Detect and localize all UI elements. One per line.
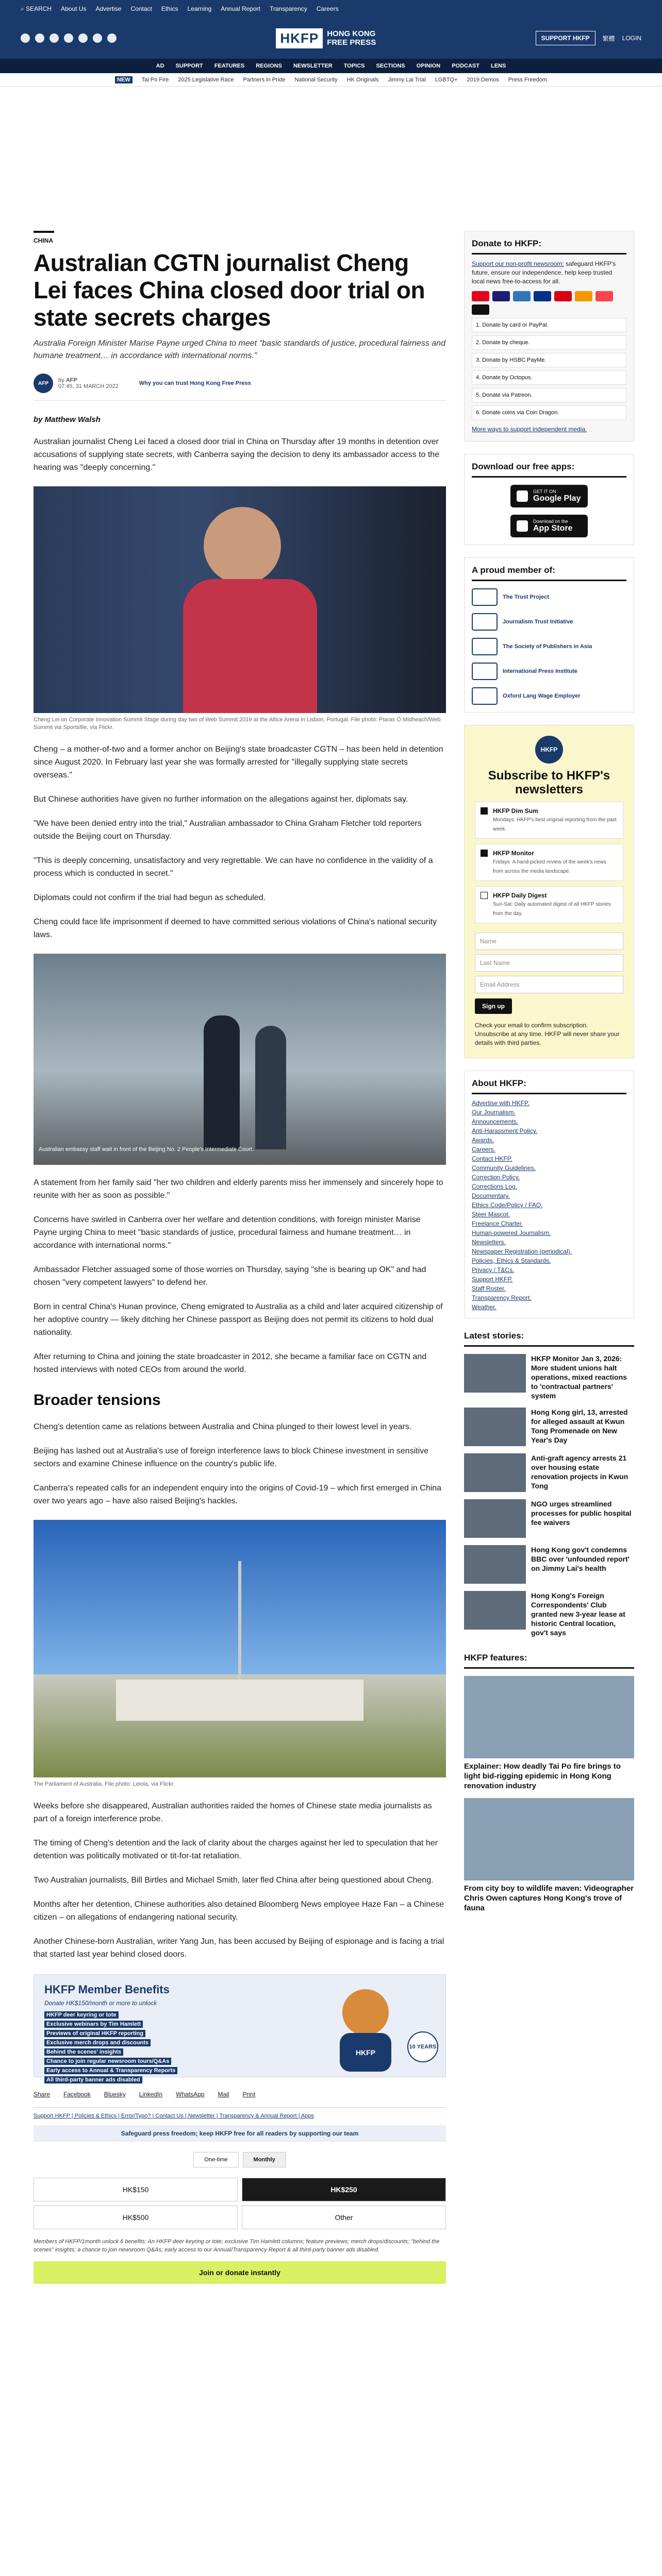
about-link[interactable]: About Us — [61, 5, 87, 12]
publish-date: 07:45, 31 MARCH 2022 — [58, 383, 119, 389]
member-logo — [472, 663, 498, 680]
promo-title: HKFP Member Benefits — [44, 1983, 170, 1996]
more-support-link[interactable]: More ways to support independent media. — [472, 426, 587, 433]
new-badge: NEW — [115, 76, 133, 83]
member-heading: A proud member of: — [472, 565, 626, 581]
feature-thumbnail — [464, 1676, 634, 1758]
share-link[interactable]: WhatsApp — [176, 2091, 205, 2098]
transparency-link[interactable]: Transparency — [269, 5, 307, 12]
paragraph: Born in central China's Hunan province, Cheng emigrated to Australia as a child and later acquired citizenship of her adoptive country — likely ditching her Chinese passport as Beijing does not permit its citizens to hold dual nationality. — [34, 1302, 443, 1337]
donation-amounts — [34, 2178, 446, 2229]
about-link[interactable]: Correction Policy. — [472, 1174, 520, 1181]
member-name: International Press Institute — [503, 668, 577, 674]
article — [34, 231, 446, 2284]
story-title[interactable]: NGO urges streamlined processes for public hospital fee waivers — [531, 1500, 632, 1527]
subnav-item[interactable]: HK Originals — [346, 76, 379, 83]
nav-item[interactable]: REGIONS — [256, 63, 282, 69]
nav-item[interactable]: AD — [156, 63, 164, 69]
paragraph: Two Australian journalists, Bill Birtles and Michael Smith, later fled China after being questioned about Cheng. — [34, 1876, 434, 1885]
checkbox[interactable] — [481, 807, 488, 815]
checkbox[interactable] — [481, 850, 488, 857]
annual-report-link[interactable]: Annual Report — [221, 5, 260, 12]
paragraph: But Chinese authorities have given no further information on the allegations against her, diplomats say. — [34, 795, 408, 804]
about-link[interactable]: Documentary. — [472, 1192, 510, 1199]
mastercard-icon — [472, 291, 489, 301]
amount-option[interactable]: HK$500 — [34, 2206, 238, 2229]
about-link[interactable]: Announcements. — [472, 1118, 519, 1125]
about-link[interactable]: Awards. — [472, 1137, 494, 1144]
about-link[interactable]: Human-powered Journalism. — [472, 1229, 551, 1236]
support-button[interactable]: SUPPORT HKFP — [536, 31, 595, 45]
name-input[interactable]: Name — [475, 933, 623, 950]
about-link[interactable]: Anti-Harassment Policy. — [472, 1127, 538, 1134]
story-title[interactable]: Hong Kong gov't condemns BBC over 'unfounded report' on Jimmy Lai's health — [531, 1546, 630, 1572]
last-name-input[interactable]: Last Name — [475, 954, 623, 972]
about-link[interactable]: Corrections Log. — [472, 1183, 518, 1190]
subnav-item[interactable]: 2025 Legislative Race — [178, 76, 234, 83]
paragraph: A statement from her family said "her two children and elderly parents miss her immensely and sincerely hope to reunite with her as soon as possible." — [34, 1178, 443, 1200]
photo-caption: Cheng Lei on Corporate Innovation Summit Stage during day two of Web Summit 2019 at the Altice Arena in Lisbon, Portugal. File photo: Piaras Ó Mídheach/Web Summit via Sportsfile, via Flickr. — [34, 717, 441, 731]
story-title[interactable]: Anti-graft agency arrests 21 over housing estate renovation projects in Kwun Tong — [531, 1454, 628, 1490]
donate-option[interactable]: 4. Donate by Octopus. — [472, 370, 626, 385]
benefit-item: Exclusive merch drops and discounts — [44, 2039, 151, 2046]
member-org[interactable] — [472, 613, 626, 631]
linkedin-icon[interactable] — [93, 33, 102, 43]
paragraph: Australian journalist Cheng Lei faced a closed door trial in China on Thursday after 19 months in detention over accusations of supplying state secrets, with Canberra saying the decision to deny its ambassador access to the hearing was "deeply concerning." — [34, 437, 440, 472]
about-link[interactable]: Newsletters. — [472, 1239, 506, 1246]
paragraph: "We have been denied entry into the trial," Australian ambassador to China Graham Fletcher told reporters outside the Beijing court on Thursday. — [34, 819, 422, 841]
search-icon: ⌕ — [21, 5, 24, 12]
share-link[interactable]: Facebook — [63, 2091, 91, 2098]
paragraph: Concerns have swirled in Canberra over her welfare and detention conditions, with foreign minister Marise Payne urging China to meet "basic standards of justice, procedural fairness and humane treatment… in accordance with international norms." — [34, 1215, 421, 1250]
donate-option[interactable]: 2. Donate by cheque. — [472, 335, 626, 350]
threads-icon[interactable] — [64, 33, 73, 43]
apps-heading: Download our free apps: — [472, 462, 626, 478]
paragraph: Beijing has lashed out at Australia's use of foreign interference laws to block Chinese investment in sensitive sectors and examine Chinese influence on the country's public life. — [34, 1447, 429, 1468]
nav-item[interactable]: NEWSLETTER — [293, 63, 333, 69]
features-box — [464, 1653, 634, 1913]
about-link[interactable]: Careers. — [472, 1146, 496, 1153]
story-thumbnail — [464, 1408, 526, 1446]
youtube-icon[interactable] — [78, 33, 88, 43]
join-button[interactable]: Join or donate instantly — [34, 2261, 446, 2284]
learning-link[interactable]: Learning — [187, 5, 212, 12]
signup-note: Check your email to confirm subscription. Unsubscribe at any time. HKFP will never share your details with third parties. — [475, 1022, 620, 1046]
members-box — [464, 557, 634, 713]
latest-stories — [464, 1331, 634, 1637]
photo-caption: The Parliament of Australia. File photo: Leiola, via Flickr. — [34, 1781, 175, 1787]
main-nav — [0, 59, 662, 73]
subnav-item[interactable]: Tai Po Fire — [141, 76, 169, 83]
tab-monthly[interactable]: Monthly — [243, 2152, 286, 2167]
bluesky-icon[interactable] — [107, 33, 117, 43]
about-link[interactable]: Contact HKFP. — [472, 1155, 512, 1162]
feature-story[interactable] — [464, 1676, 634, 1791]
payme-icon — [554, 291, 572, 301]
article-meta: AFP by AFP 07:45, 31 MARCH 2022 Why you can trust Hong Kong Free Press — [34, 374, 446, 401]
deer-shirt-text: HKFP — [340, 2033, 391, 2072]
article-lead: Australia Foreign Minister Marise Payne urged China to meet "basic standards of justice, procedural fairness and humane treatment… in accordance with international norms." — [34, 339, 445, 360]
member-org[interactable] — [472, 638, 626, 655]
trust-link[interactable]: Why you can trust Hong Kong Free Press — [139, 380, 251, 386]
visa-icon — [492, 291, 510, 301]
newsletter-heading: Subscribe to HKFP's newsletters — [488, 769, 610, 796]
benefit-item: Exclusive webinars by Tim Hamlett — [44, 2021, 143, 2028]
paragraph: "This is deeply concerning, unsatisfactory and very regrettable. We can have no confidence in the validity of a process which is conducted in secret." — [34, 856, 433, 878]
google-play-button[interactable]: GET IT ON Google Play — [510, 485, 588, 507]
deer-mascot — [327, 1984, 404, 2072]
login-link[interactable]: LOGIN — [622, 35, 641, 42]
paragraph: Ambassador Fletcher assuaged some of those worries on Thursday, saying "she is bearing up OK" and had chosen "very competent lawyers" to defend her. — [34, 1265, 426, 1287]
share-link[interactable]: Share — [34, 2091, 51, 2098]
share-link[interactable]: LinkedIn — [139, 2091, 163, 2098]
latest-story[interactable] — [464, 1453, 634, 1492]
ten-years-badge: 10 YEARS — [407, 2031, 438, 2062]
cheng-lei-photo — [34, 486, 446, 713]
paragraph: Cheng could face life imprisonment if deemed to have committed serious violations of China's national security laws. — [34, 918, 437, 939]
benefit-item: All third-party banner ads disabled — [44, 2076, 142, 2083]
language-link[interactable]: 繁體 — [602, 35, 615, 42]
newsletter-option[interactable]: HKFP Monitor Fridays: A hand-picked review of the week's news from across the media landscape. — [475, 844, 623, 881]
member-benefits-banner[interactable] — [34, 1974, 446, 2083]
about-link[interactable]: Weather. — [472, 1303, 496, 1311]
benefit-item: Previews of original HKFP reporting — [44, 2030, 145, 2037]
promo-desc: Donate HK$150/month or more to unlock — [44, 1999, 157, 2007]
about-link[interactable]: Privacy / T&Cs. — [472, 1266, 515, 1274]
member-name: Oxford Lang Wage Employer — [503, 693, 581, 699]
about-link[interactable]: Staff Roster. — [472, 1285, 506, 1292]
subnav-item[interactable]: Press Freedom — [508, 76, 547, 83]
logo-text-2: FREE PRESS — [327, 38, 376, 47]
story-thumbnail — [464, 1545, 526, 1584]
donate-option[interactable]: 5. Donate via Patreon. — [472, 388, 626, 402]
signup-button[interactable]: Sign up — [475, 998, 512, 1014]
newsletter-box — [464, 725, 634, 1058]
about-link[interactable]: Steer Mascot. — [472, 1211, 510, 1218]
amount-option[interactable]: HK$150 — [34, 2178, 238, 2201]
share-link[interactable]: Print — [242, 2091, 256, 2098]
amount-option-selected[interactable]: HK$250 — [242, 2178, 446, 2201]
ethics-link[interactable]: Ethics — [161, 5, 178, 12]
amount-option-other[interactable]: Other — [242, 2206, 446, 2229]
byline: by Matthew Walsh — [34, 415, 101, 424]
story-thumbnail — [464, 1591, 526, 1630]
latest-story[interactable] — [464, 1408, 634, 1446]
story-thumbnail — [464, 1453, 526, 1492]
latest-story[interactable] — [464, 1545, 634, 1584]
category-label[interactable]: CHINA — [34, 231, 54, 244]
about-link[interactable]: Community Guidelines. — [472, 1164, 536, 1172]
latest-story[interactable] — [464, 1499, 634, 1538]
x-icon[interactable] — [35, 33, 44, 43]
member-name: The Society of Publishers in Asia — [503, 643, 592, 650]
donate-option[interactable]: 1. Donate by card or PayPal. — [472, 318, 626, 332]
paragraph: Canberra's repeated calls for an independent enquiry into the origins of Covid-19 – which first emerged in China over two years ago – have also raised Beijing's hackles. — [34, 1484, 442, 1505]
about-link[interactable]: Transparency Report. — [472, 1294, 532, 1301]
benefit-item: Chance to join regular newsroom tours/Q&As — [44, 2058, 171, 2065]
promo-benefit — [44, 2077, 435, 2083]
section-heading: Broader tensions — [34, 1392, 161, 1409]
nav-item[interactable]: FEATURES — [214, 63, 245, 69]
feature-story[interactable] — [464, 1798, 634, 1913]
feature-title[interactable]: Explainer: How deadly Tai Po fire brings to light bid-rigging epidemic in Hong Kong renovation industry — [464, 1762, 621, 1790]
logo-text-1: HONG KONG — [327, 29, 376, 38]
footer-links[interactable]: Support HKFP | Policies & Ethics | Error/Typo? | Contact Us | Newsletter | Transparency & Annual Report | Apps — [34, 2107, 446, 2119]
donate-option[interactable]: 6. Donate coins via Coin Dragon. — [472, 405, 626, 420]
story-thumbnail — [464, 1354, 526, 1393]
newsletter-option[interactable]: HKFP Dim Sum Mondays: HKFP's best original reporting from the past week. — [475, 802, 623, 839]
about-link[interactable]: Support HKFP. — [472, 1276, 513, 1283]
author-name[interactable]: AFP — [65, 377, 77, 383]
latest-story[interactable] — [464, 1591, 634, 1637]
member-org[interactable] — [472, 588, 626, 606]
subnav-item[interactable]: Jimmy Lai Trial — [388, 76, 426, 83]
donation-frequency-tabs — [34, 2152, 446, 2167]
tab-one-time[interactable]: One-time — [193, 2152, 238, 2167]
octopus-icon — [575, 291, 592, 301]
sidebar — [464, 231, 634, 1913]
member-org[interactable] — [472, 663, 626, 680]
sub-nav — [0, 73, 662, 87]
member-logo — [472, 588, 498, 606]
apps-box — [464, 454, 634, 545]
search-link[interactable]: ⌕ SEARCH — [21, 5, 52, 12]
social-links — [21, 33, 117, 43]
guarantee-banner: Safeguard press freedom; keep HKFP free for all readers by supporting our team — [34, 2125, 446, 2142]
checkbox[interactable] — [481, 892, 488, 899]
subnav-item[interactable]: National Security — [294, 76, 338, 83]
share-link[interactable]: Bluesky — [104, 2091, 126, 2098]
article-title: Australian CGTN journalist Cheng Lei faces China closed door trial on state secrets charges — [34, 249, 425, 331]
nav-item[interactable]: LENS — [490, 63, 506, 69]
app-store-button[interactable]: Download on the App Store — [510, 515, 588, 537]
about-link[interactable]: Policies, Ethics & Standards. — [472, 1257, 551, 1264]
member-logo — [472, 638, 498, 655]
about-link[interactable]: Freelance Charter. — [472, 1220, 523, 1227]
paragraph: Weeks before she disappeared, Australian authorities raided the homes of Chinese state media journalists as part of a foreign interference probe. — [34, 1802, 432, 1823]
about-box — [464, 1071, 634, 1318]
photo-overlay-caption: Australian embassy staff wait in front of the Beijing No. 2 People's Intermediate Court. — [39, 1146, 254, 1153]
share-link[interactable]: Mail — [218, 2091, 229, 2098]
benefit-item: Behind the scenes' insights — [44, 2048, 123, 2056]
story-title[interactable]: Hong Kong girl, 13, arrested for alleged assault at Kwun Tong Promenade on New Year's Day — [531, 1408, 628, 1444]
donate-text-link[interactable]: Support our non-profit newsroom: — [472, 260, 564, 267]
applepay-icon — [472, 304, 489, 315]
nav-item[interactable]: OPINION — [416, 63, 441, 69]
nav-item[interactable]: PODCAST — [452, 63, 479, 69]
story-title[interactable]: HKFP Monitor Jan 3, 2026: More student unions halt operations, mixed reactions to 'contractual partners' system — [531, 1354, 627, 1400]
share-bar — [34, 2091, 446, 2098]
court-photo — [34, 954, 446, 1165]
features-heading: HKFP features: — [464, 1653, 634, 1669]
advertise-link[interactable]: Advertise — [95, 5, 122, 12]
latest-heading: Latest stories: — [464, 1331, 634, 1347]
feature-title[interactable]: From city boy to wildlife maven: Videographer Chris Owen captures Hong Kong's trove of fauna — [464, 1884, 634, 1912]
latest-story[interactable] — [464, 1354, 634, 1400]
member-name: The Trust Project — [503, 594, 549, 600]
about-link[interactable]: Advertise with HKFP. — [472, 1099, 529, 1107]
about-link[interactable]: Our Journalism. — [472, 1109, 516, 1116]
about-heading: About HKFP: — [472, 1078, 626, 1094]
donate-heading: Donate to HKFP: — [472, 239, 626, 255]
nav-item[interactable]: SECTIONS — [376, 63, 405, 69]
careers-link[interactable]: Careers — [316, 5, 339, 12]
instagram-icon[interactable] — [49, 33, 59, 43]
subnav-item[interactable]: Partners in Pride — [243, 76, 286, 83]
paragraph: Cheng – a mother-of-two and a former anchor on Beijing's state broadcaster CGTN – has been held in detention since August 2020. In February last year she was formally arrested for "illegally supplying state secrets overseas." — [34, 745, 443, 779]
about-link[interactable]: Newspaper Registration (periodical). — [472, 1248, 572, 1255]
contact-link[interactable]: Contact — [130, 5, 152, 12]
payment-icons — [472, 291, 626, 315]
story-thumbnail — [464, 1499, 526, 1538]
subnav-item[interactable]: LGBTQ+ — [435, 76, 458, 83]
member-logo — [472, 613, 498, 631]
masthead — [0, 18, 662, 59]
email-input[interactable]: Email Address — [475, 976, 623, 993]
amex-icon — [513, 291, 531, 301]
member-logo — [472, 687, 498, 705]
paragraph: Another Chinese-born Australian, writer Yang Jun, has been accused by Beijing of espionage and is facing a trial that started last year behind closed doors. — [34, 1937, 444, 1959]
facebook-icon[interactable] — [21, 33, 30, 43]
paragraph: Diplomats could not confirm if the trial had begun as scheduled. — [34, 893, 266, 902]
about-link[interactable]: Ethics Code/Policy / FAQ. — [472, 1201, 543, 1209]
paragraph: The timing of Cheng's detention and the lack of clarity about the charges against her led to speculation that her detention was politically motivated or tit-for-tat retaliation. — [34, 1839, 438, 1860]
story-title[interactable]: Hong Kong's Foreign Correspondents' Club granted new 3-year lease at historic Central location, gov't says — [531, 1591, 625, 1637]
feature-thumbnail — [464, 1798, 634, 1880]
author-avatar: AFP — [34, 374, 53, 393]
nav-item[interactable]: SUPPORT — [175, 63, 203, 69]
donate-option[interactable]: 3. Donate by HSBC PayMe. — [472, 353, 626, 367]
benefit-item: Early access to Annual & Transparency Reports — [44, 2067, 177, 2074]
member-name: Journalism Trust Initiative — [503, 619, 573, 625]
paypal-icon — [534, 291, 551, 301]
patreon-icon — [595, 291, 613, 301]
site-logo[interactable] — [276, 28, 376, 48]
paragraph: Months after her detention, Chinese authorities also detained Bloomberg News employee Haze Fan – a Chinese citizen – on allegations of endangering national security. — [34, 1900, 444, 1922]
logo-mark: HKFP — [276, 28, 323, 48]
hkfp-logo-circle: HKFP — [535, 736, 563, 764]
paragraph: Cheng's detention came as relations between Australia and China plunged to their lowest level in years. — [34, 1422, 412, 1431]
parliament-photo — [34, 1520, 446, 1777]
subnav-item[interactable]: 2019 Demos — [467, 76, 499, 83]
member-org[interactable] — [472, 687, 626, 705]
donate-box: Donate to HKFP: Support our non-profit newsroom: safeguard HKFP's future, ensure our independence, help keep trusted local news free-to-access for all. 1. Donate by card or PayPal. 2. Donate by cheque. 3. Donate by HSBC PayMe. 4. Donate by Octopus. 5. Donate via Patreon. 6. Donate coins via Coin Dragon. More ways to support independent media. — [464, 231, 634, 442]
newsletter-option[interactable]: HKFP Daily Digest Sun-Sat: Daily automated digest of all HKFP stories from the day. — [475, 886, 623, 923]
top-utility-bar — [0, 0, 662, 18]
nav-item[interactable]: TOPICS — [343, 63, 365, 69]
paragraph: After returning to China and joining the state broadcaster in 2012, she became a familiar face on CGTN and hosted interviews with noted CEOs from around the world. — [34, 1352, 427, 1374]
benefit-item: HKFP deer keyring or tote — [44, 2011, 119, 2019]
donation-fine-print: Members of HKFP/1month unlock 6 benefits: An HKFP deer keyring or tote; exclusive Tim Hamlett columns; feature previews; merch drops/discounts; "behind the scenes" insights; a chance to join newsroom Q&As; early access to our Annual/Transparency Report & all third-party banner ads disabled. — [34, 2239, 440, 2253]
